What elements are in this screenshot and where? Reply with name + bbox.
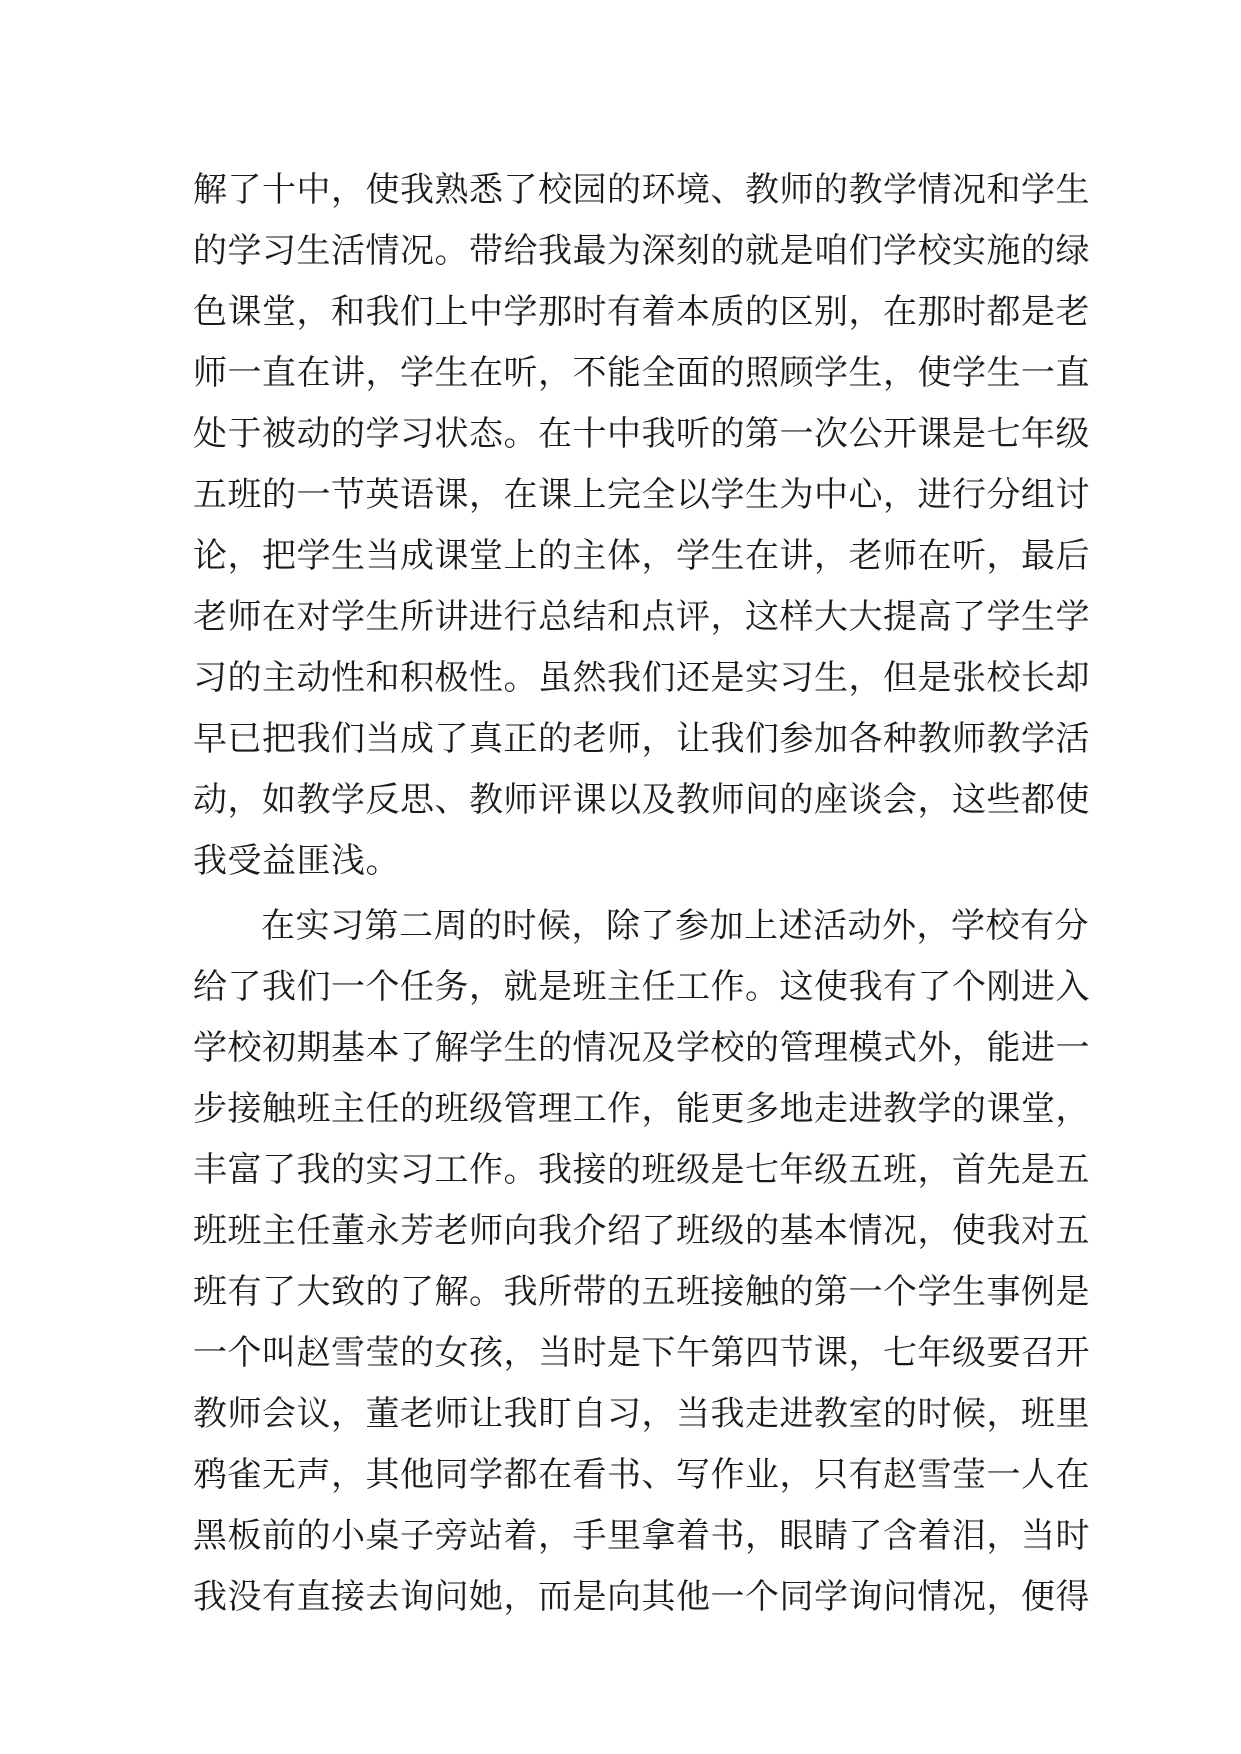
text-line: 老师在对学生所讲进行总结和点评，这样大大提高了学生学 (193, 597, 1090, 637)
text-line: 在实习第二周的时候，除了参加上述活动外，学校有分 (261, 906, 1089, 946)
text-line: 一个叫赵雪莹的女孩，当时是下午第四节课，七年级要召开 (193, 1333, 1090, 1373)
text-line: 论，把学生当成课堂上的主体，学生在讲，老师在听，最后 (193, 536, 1090, 576)
text-line: 我没有直接去询问她，而是向其他一个同学询问情况，便得 (193, 1577, 1090, 1617)
text-line: 五班的一节英语课，在课上完全以学生为中心，进行分组讨 (193, 475, 1090, 515)
text-line: 步接触班主任的班级管理工作，能更多地走进教学的课堂， (193, 1089, 1090, 1129)
text-line: 解了十中，使我熟悉了校园的环境、教师的教学情况和学生 (193, 170, 1090, 210)
text-line: 学校初期基本了解学生的情况及学校的管理模式外，能进一 (193, 1028, 1090, 1068)
text-line: 师一直在讲，学生在听，不能全面的照顾学生，使学生一直 (193, 353, 1090, 393)
text-line: 班有了大致的了解。我所带的五班接触的第一个学生事例是 (193, 1272, 1090, 1312)
text-line: 处于被动的学习状态。在十中我听的第一次公开课是七年级 (193, 414, 1090, 454)
text-line: 动，如教学反思、教师评课以及教师间的座谈会，这些都使 (193, 780, 1090, 820)
text-line: 鸦雀无声，其他同学都在看书、写作业，只有赵雪莹一人在 (193, 1455, 1090, 1495)
paragraph-1 (193, 160, 1090, 892)
paragraph-2 (193, 896, 1090, 1628)
text-line: 给了我们一个任务，就是班主任工作。这使我有了个刚进入 (193, 967, 1090, 1007)
document-body (193, 160, 1090, 1628)
text-line: 教师会议，董老师让我盯自习，当我走进教室的时候，班里 (193, 1394, 1090, 1434)
text-line: 丰富了我的实习工作。我接的班级是七年级五班，首先是五 (193, 1150, 1090, 1190)
text-line: 黑板前的小桌子旁站着，手里拿着书，眼睛了含着泪，当时 (193, 1516, 1090, 1556)
text-line: 的学习生活情况。带给我最为深刻的就是咱们学校实施的绿 (193, 231, 1090, 271)
text-line: 色课堂，和我们上中学那时有着本质的区别，在那时都是老 (193, 292, 1090, 332)
text-line: 习的主动性和积极性。虽然我们还是实习生，但是张校长却 (193, 658, 1090, 698)
text-line: 我受益匪浅。 (193, 841, 400, 881)
text-line: 早已把我们当成了真正的老师，让我们参加各种教师教学活 (193, 719, 1090, 759)
text-line: 班班主任董永芳老师向我介绍了班级的基本情况，使我对五 (193, 1211, 1090, 1251)
